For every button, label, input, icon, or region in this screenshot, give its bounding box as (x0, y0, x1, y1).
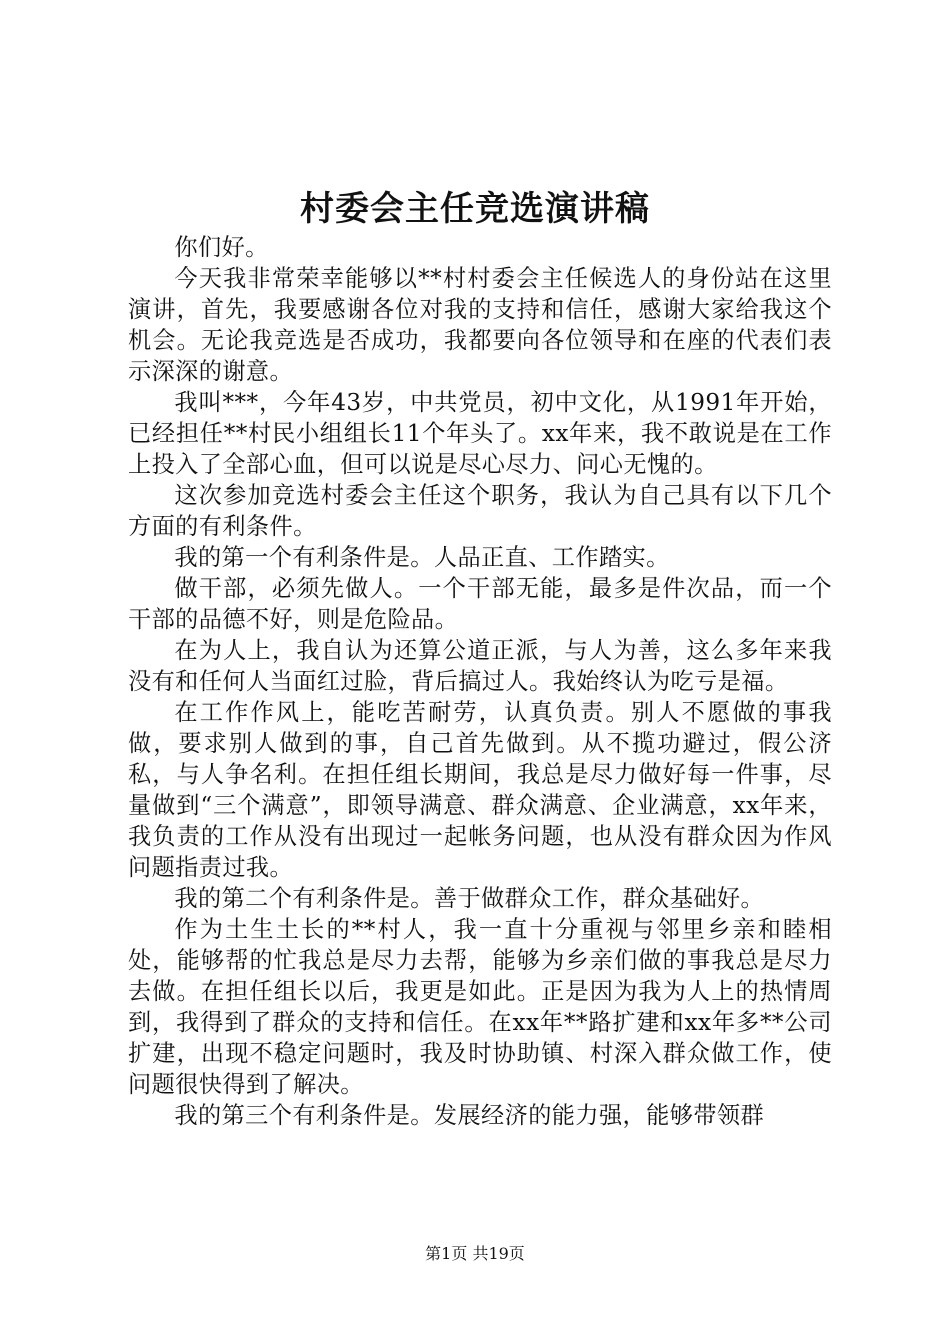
paragraph-second-advantage: 我的第二个有利条件是。善于做群众工作，群众基础好。 (174, 885, 765, 912)
page-number-footer: 第1页 共19页 (425, 1244, 525, 1263)
paragraph-self-introduction: 我叫***，今年43岁，中共党员，初中文化，从1991年开始，已经担任**村民小组组长11个年头了。xx年来，我不敢说是在工作上投入了全部心血，但可以说是尽心尽力、问心无愧的。 (128, 389, 832, 478)
paragraph-greeting: 你们好。 (174, 234, 269, 261)
document-body (128, 232, 832, 1131)
paragraph-introduction: 今天我非常荣幸能够以**村村委会主任候选人的身份站在这里演讲，首先，我要感谢各位对我的支持和信任，感谢大家给我这个机会。无论我竞选是否成功，我都要向各位领导和在座的代表们表示深深的谢意。 (128, 265, 832, 385)
paragraph-community-work: 作为土生土长的**村人，我一直十分重视与邻里乡亲和睦相处，能够帮的忙我总是尽力去帮，能够为乡亲们做的事我总是尽力去做。在担任组长以后，我更是如此。正是因为我为人上的热情周到，我得到了群众的支持和信任。在xx年**路扩建和xx年多**公司扩建，出现不稳定问题时，我及时协助镇、村深入群众做工作，使问题很快得到了解决。 (128, 916, 832, 1098)
paragraph-work-style: 在工作作风上，能吃苦耐劳，认真负责。别人不愿做的事我做，要求别人做到的事，自己首先做到。从不揽功避过，假公济私，与人争名利。在担任组长期间，我总是尽力做好每一件事，尽量做到“三个满意”，即领导满意、群众满意、企业满意，xx年来，我负责的工作从没有出现过一起帐务问题，也从没有群众因为作风问题指责过我。 (128, 699, 832, 881)
paragraph-third-advantage: 我的第三个有利条件是。发展经济的能力强，能够带领群 (174, 1102, 765, 1129)
paragraph-conduct: 在为人上，我自认为还算公道正派，与人为善，这么多年来我没有和任何人当面红过脸，背后搞过人。我始终认为吃亏是福。 (128, 637, 832, 695)
paragraph-advantages-overview: 这次参加竞选村委会主任这个职务，我认为自己具有以下几个方面的有利条件。 (128, 482, 832, 540)
paragraph-character: 做干部，必须先做人。一个干部无能，最多是件次品，而一个干部的品德不好，则是危险品。 (128, 575, 832, 633)
paragraph-first-advantage: 我的第一个有利条件是。人品正直、工作踏实。 (174, 544, 670, 571)
document-title: 村委会主任竞选演讲稿 (300, 189, 650, 229)
